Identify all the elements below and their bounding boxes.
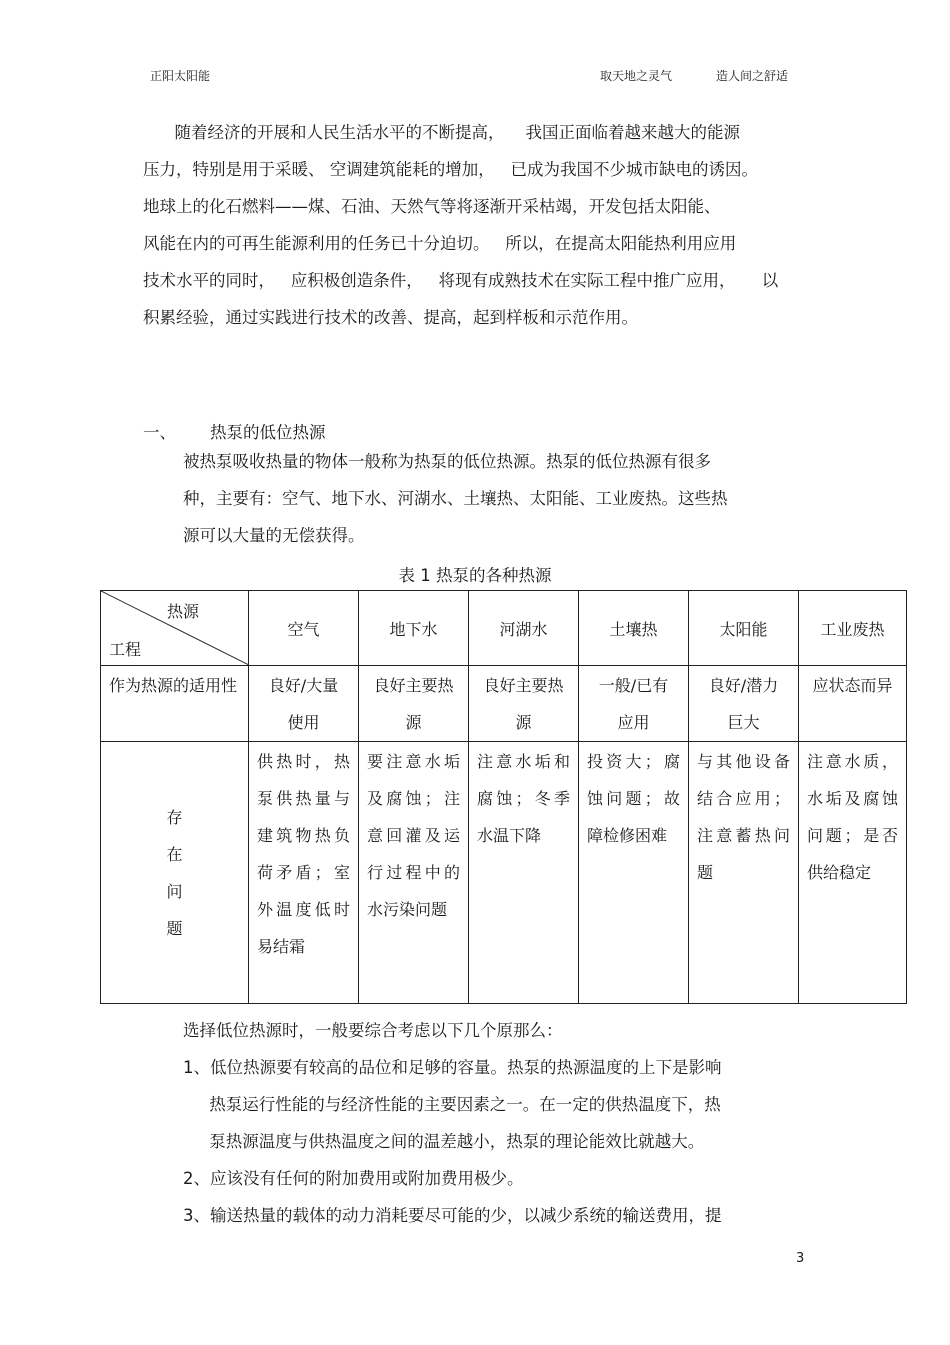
row-label-suitability: 作为热源的适用性	[101, 666, 249, 742]
table-caption: 表 1 热泵的各种热源	[398, 566, 552, 585]
section-title: 热泵的低位热源	[210, 423, 326, 442]
intro-line: 随着经济的开展和人民生活水平的不断提高， 我国正面临着越来越大的能源	[143, 123, 740, 142]
intro-line: 积累经验，通过实践进行技术的改善、提高，起到样板和示范作用。	[143, 308, 638, 327]
section-line: 被热泵吸收热量的物体一般称为热泵的低位热源。热泵的低位热源有很多	[183, 452, 711, 471]
table-row	[101, 742, 907, 1004]
principles-intro: 选择低位热源时，一般要综合考虑以下几个原那么：	[183, 1021, 563, 1040]
section-line: 源可以大量的无偿获得。	[183, 526, 365, 545]
intro-line: 压力，特别是用于采暖、 空调建筑能耗的增加， 已成为我国不少城市缺电的诱因。	[143, 160, 758, 179]
table-cell: 供热时，热泵供热量与建筑物热负荷矛盾；室外温度低时易结霜	[249, 742, 359, 1004]
heat-source-table	[100, 590, 907, 1004]
column-header: 太阳能	[689, 591, 799, 666]
page-number: 3	[796, 1251, 805, 1266]
corner-bottom-label: 工程	[109, 640, 142, 659]
principle-item: 热泵运行性能的与经济性能的主要因素之一。在一定的供热温度下，热	[183, 1095, 721, 1114]
table-row	[101, 666, 907, 742]
table-cell: 要注意水垢及腐蚀；注意回灌及运行过程中的水污染问题	[359, 742, 469, 1004]
corner-top-label: 热源	[167, 602, 200, 621]
row-label-char: 题	[166, 918, 183, 938]
column-header: 土壤热	[579, 591, 689, 666]
row-label-char: 问	[166, 881, 183, 901]
principle-item: 2、应该没有任何的附加费用或附加费用极少。	[183, 1169, 524, 1188]
principle-item: 1、低位热源要有较高的品位和足够的容量。热泵的热源温度的上下是影响	[183, 1058, 722, 1077]
table-cell: 应状态而异	[799, 666, 907, 742]
row-label-problems	[101, 742, 249, 1004]
section-line: 种，主要有：空气、地下水、河湖水、土壤热、太阳能、工业废热。这些热	[183, 489, 728, 508]
table-cell: 注意水垢和腐蚀；冬季水温下降	[469, 742, 579, 1004]
table-cell: 良好/大量使用	[249, 666, 359, 742]
column-header: 地下水	[359, 591, 469, 666]
intro-line: 技术水平的同时， 应积极创造条件， 将现有成熟技术在实际工程中推广应用， 以	[143, 271, 779, 290]
column-header: 河湖水	[469, 591, 579, 666]
table-corner-cell	[101, 591, 249, 666]
table-cell: 良好主要热源	[469, 666, 579, 742]
header-slogan-2: 造人间之舒适	[716, 69, 789, 83]
table-cell: 注意水质，水垢及腐蚀问题；是否供给稳定	[799, 742, 907, 1004]
table-cell: 与其他设备结合应用；注意蓄热问题	[689, 742, 799, 1004]
row-label-char: 在	[166, 844, 183, 864]
table-cell: 投资大；腐蚀问题；故障检修困难	[579, 742, 689, 1004]
row-label-char: 存	[166, 807, 183, 827]
principle-item: 泵热源温度与供热温度之间的温差越小，热泵的理论能效比就越大。	[183, 1132, 705, 1151]
table-cell: 一般/已有应用	[579, 666, 689, 742]
intro-line: 风能在内的可再生能源利用的任务已十分迫切。 所以，在提高太阳能热利用应用	[143, 234, 737, 253]
table-cell: 良好主要热源	[359, 666, 469, 742]
principle-item: 3、输送热量的载体的动力消耗要尽可能的少，以减少系统的输送费用，提	[183, 1206, 722, 1225]
table-cell: 良好/潜力巨大	[689, 666, 799, 742]
column-header: 空气	[249, 591, 359, 666]
intro-line: 地球上的化石燃料——煤、石油、天然气等将逐渐开采枯竭，开发包括太阳能、	[143, 197, 721, 216]
header-left: 正阳太阳能	[150, 69, 211, 83]
section-number: 一、	[143, 423, 176, 442]
header-slogan-1: 取天地之灵气	[600, 69, 673, 83]
column-header: 工业废热	[799, 591, 907, 666]
